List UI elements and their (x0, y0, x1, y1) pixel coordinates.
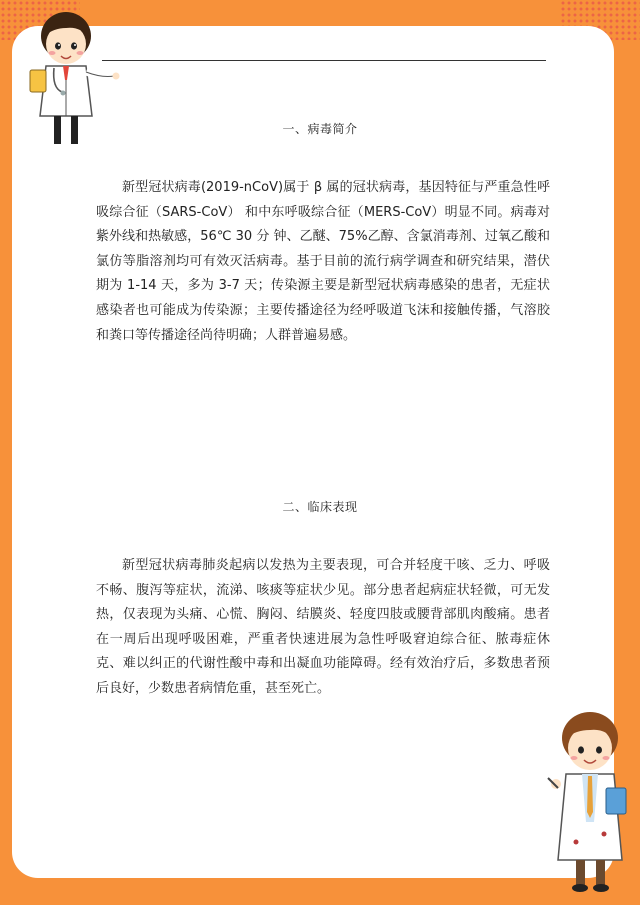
section-heading-virus-intro: 一、病毒简介 (282, 122, 358, 136)
section-heading-clinical: 二、临床表现 (282, 500, 358, 514)
section-paragraph-virus-intro: 新型冠状病毒(2019-nCoV)属于 β 属的冠状病毒，基因特征与严重急性呼吸综合征（SARS-CoV） 和中东呼吸综合征（MERS-CoV）明显不同。病毒对紫外线和热敏感，56℃ 30 分 钟、乙醚、75%乙醇、含氯消毒剂、过氧乙酸和氯仿等脂溶剂均可有效灭活病毒。基于目前的流行病学调查和研究结果，潜伏期为 1-14 天，多为 3-7 天；传染源主要是新型冠状病毒感染的患者，无症状感染者也可能成为传染源；主要传播途径为经呼吸道飞沫和接触传播，气溶胶和粪口等传播途径尚待明确；人群普遍易感。 (96, 180, 550, 343)
section-paragraph-clinical: 新型冠状病毒肺炎起病以发热为主要表现，可合并轻度干咳、乏力、呼吸不畅、腹泻等症状，流涕、咳痰等症状少见。部分患者起病症状轻微，可无发热，仅表现为头痛、心慌、胸闷、结膜炎、轻度四肢或腰背部肌肉酸痛。患者在一周后出现呼吸困难，严重者快速进展为急性呼吸窘迫综合征、脓毒症休克、难以纠正的代谢性酸中毒和出凝血功能障碍。经有效治疗后，多数患者预后良好，少数患者病情危重，甚至死亡。 (96, 558, 550, 696)
header-rule (102, 60, 546, 61)
paper-sheet (12, 26, 614, 878)
doctor-clipboard-illustration (540, 702, 636, 894)
